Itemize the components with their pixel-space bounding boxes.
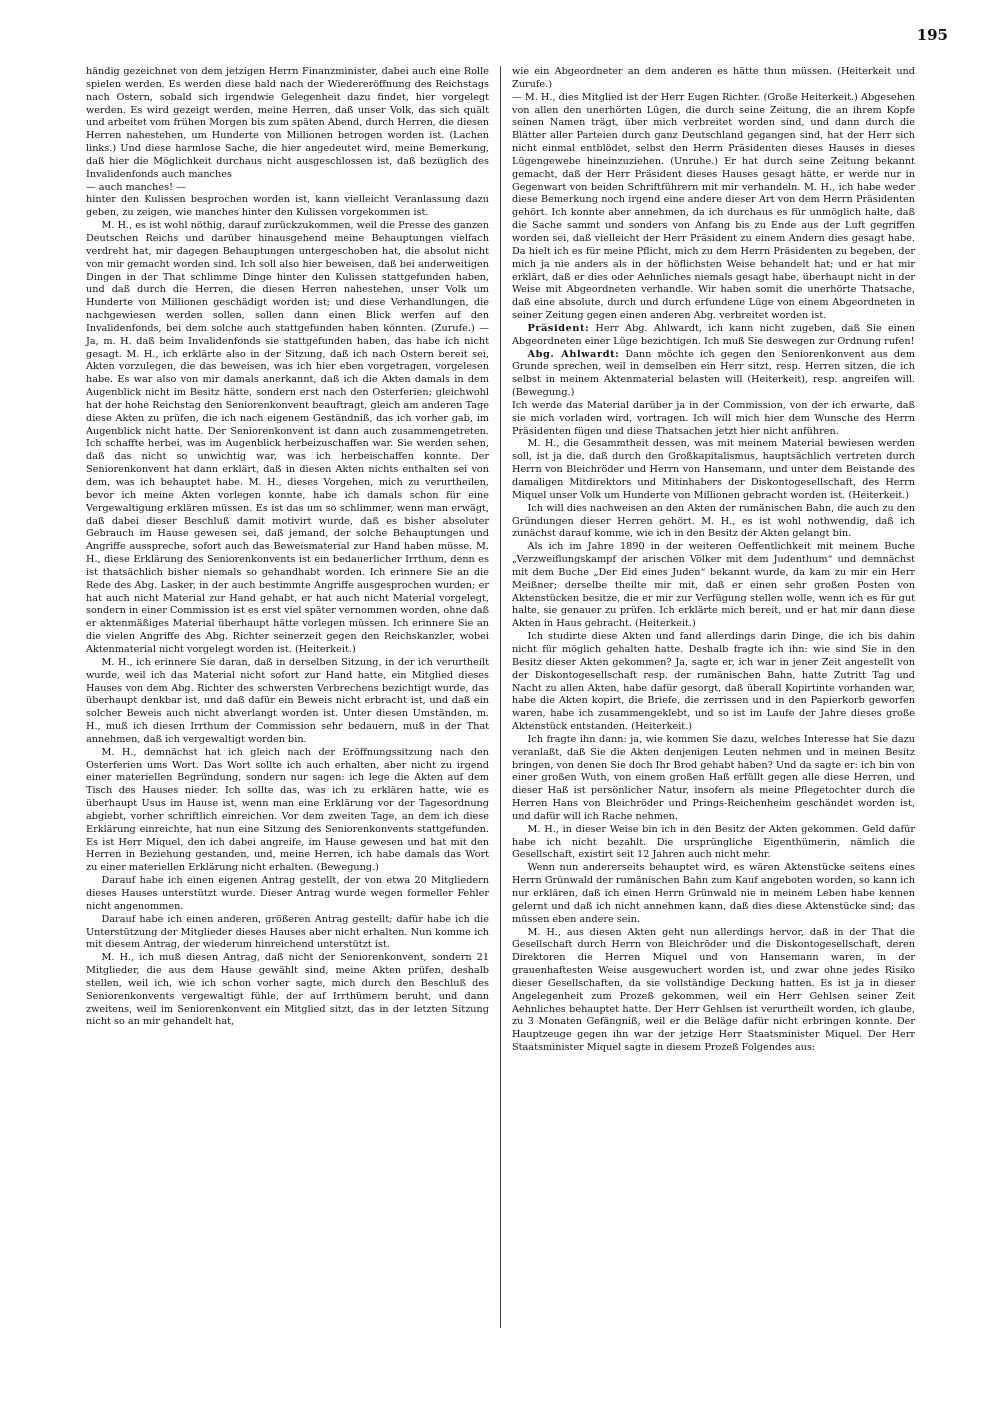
paragraph-text: Dann möchte ich gegen den Seniorenkonvent aus dem Grunde sprechen, weil in demselben ein Herr sitzt, resp. Herren sitzen, die ich selbst in meinem Aktenmaterial belasten will (Heiterkeit), resp. angreifen will. (Bewegung.) [512, 348, 915, 399]
paragraph-text: M. H., in dieser Weise bin ich in den Besitz der Akten gekommen. Geld dafür habe ich nicht bezahlt. Die ursprüngliche Eigenthümerin, nämlich die Gesellschaft, existirt seit 12 Jahren auch nicht mehr. [512, 823, 915, 861]
paragraph-text: Darauf habe ich einen eigenen Antrag gestellt, der von etwa 20 Mitgliedern dieses Hauses unterstützt wurde. Dieser Antrag wurde wegen formeller Fehler nicht angenommen. [86, 875, 489, 912]
speaker-name: Abg. Ahlwardt: [527, 348, 620, 360]
speaker-name: Präsident: [527, 322, 590, 334]
paragraph-text: händig gezeichnet von dem jetzigen Herrn Finanzminister, dabei auch eine Rolle spielen werden. Es werden diese bald nach der Wiedereröffnung des Reichstags nach Ostern, sobald sich irgendwie Gelegenheit dazu findet, hier vorgelegt werden. Es wird gezeigt werden, meine Herren, daß unser Volk, das sich quält und arbeitet vom frühen Morgen bis zum späten Abend, durch Herren, die diesen Herren nahestehen, um Hunderte von Millionen betrogen worden ist. (Lachen links.) Und diese harmlose Sache, die hier angedeutet wird, meine Bemerkung, daß hier die Möglichkeit durchaus nicht ausgeschlossen ist, daß bezüglich des Invalidenfonds auch manches [86, 66, 489, 180]
paragraph-text: Wenn nun andererseits behauptet wird, es wären Aktenstücke seitens eines Herrn Grünwald der rumänischen Bahn zum Kauf angeboten worden, so kann ich nur erklären, daß ich einen Herrn Grünwald nie in meinem Leben habe kennen gelernt und daß ich nicht annehmen kann, daß dies diese Aktenstücke sind; das müssen eben andere sein. [512, 862, 915, 925]
paragraph [86, 952, 489, 1029]
paragraph-text: M. H., aus diesen Akten geht nun allerdings hervor, daß in der That die Gesellschaft durch Herrn von Bleichröder und die Diskontogesellschaft, deren Direktoren die Herren Miquel und von Hansemann waren, in der grauenhaftesten Weise ausgewuchert worden ist, und zwar ohne jedes Risiko dieser Gesellschaften, da sie vollständige Deckung hatten. Es ist ja in dieser Angelegenheit zum Prozeß gekommen, weil ein Herr Gehlsen seiner Zeit Aehnliches behauptet hatte. Der Herr Gehlsen ist verurtheilt worden, ich glaube, zu 3 Monaten Gefängniß, weil er die Beläge dafür nicht erbringen konnte. Der Hauptzeuge gegen ihn war der jetzige Herr Staatsminister Miquel. Der Herr Staatsminister Miquel sagte in diesem Prozeß Folgendes aus: [512, 926, 915, 1054]
paragraph-text: M. H., es ist wohl nöthig, darauf zurückzukommen, weil die Presse des ganzen Deutschen Reichs und darüber hinausgehend meine Behauptungen vielfach verdreht hat, mir dagegen Behauptungen untergeschoben hat, die absolut nicht von mir gemacht worden sind. Ich soll also hier beweisen, daß bei anderweitigen Dingen in der That schlimme Dinge hinter den Kulissen stattgefunden haben, und daß durch die Herren, die diesen Herren nahestehen, unser Volk um Hunderte von Millionen geschädigt worden ist; und diese Verhandlungen, die nachgewiesen werden sollen, sollen dann einen Blick werfen auf den Invalidenfonds, bei dem solche auch stattgefunden haben könnten. (Zurufe.) — Ja, m. H. daß beim Invalidenfonds sie stattgefunden haben, das habe ich nicht gesagt. M. H., ich erklärte also in der Sitzung, daß ich nach Ostern bereit sei, Akten vorzulegen, die das beweisen, was ich hier eben vorgetragen, vorgelesen habe. Es war also von mir damals anerkannt, daß ich die Akten damals in dem Augenblick nicht im Besitz hätte, sondern erst nach den Osterferien; gleichwohl hat der hohe Reichstag den Seniorenkonvent beauftragt, gleich am anderen Tage diese Akten zu prüfen, die ich nach eigenem Geständniß, das ich vorher gab, im Augenblick nicht hatte. Der Seniorenkonvent ist dann auch zusammengetreten. Ich schaffte herbei, was im Augenblick herbeizuschaffen war. Sie werden sehen, daß das nicht so unwichtig war, was ich herbeischaffen konnte. Der Seniorenkonvent hat dann erklärt, daß in diesen Akten nichts enthalten sei von dem, was ich behauptet habe. M. H., dieses Vorgehen, mich zu verurtheilen, bevor ich meine Akten vorlegen konnte, habe ich damals schon für eine Vergewaltigung erklären müssen. Es ist das um so schlimmer, wenn man erwägt, daß dabei dieser Beschluß damit motivirt wurde, daß es bisher absoluter Gebrauch im Hause gewesen sei, daß jemand, der solche Behauptungen und Angriffe ausspreche, sofort auch das Beweismaterial zur Hand haben müsse. M. H., diese Erklärung des Seniorenkonvents ist ein bedauerlicher Irrthum, denn es ist thatsächlich bisher niemals so gehandhabt worden. Ich erinnere Sie an die Rede des Abg. Lasker, in der auch bestimmte Angriffe ausgesprochen wurden; er hat auch nicht Material zur Hand gehabt, er hat auch nicht Material vorgelegt, sondern in einer Commission ist es erst viel später vernommen worden, ohne daß er aktenmäßiges Material überhaupt hätte vorlegen müssen. Ich erinnere Sie an die vielen Angriffe des Abg. Richter seinerzeit gegen den Reichskanzler, wobei Aktenmaterial nicht vorgelegt worden ist. (Heiterkeit.) [86, 220, 489, 655]
paragraph-text: hinter den Kulissen besprochen worden ist, kann vielleicht Veranlassung dazu geben, zu zeigen, wie manches hinter den Kulissen vorgekommen ist. [86, 194, 489, 219]
paragraph-text: Ich studirte diese Akten und fand allerdings darin Dinge, die ich bis dahin nicht für möglich gehalten hatte. Deshalb fragte ich ihn: wie sind Sie in den Besitz dieser Akten gekommen? Ja, sagte er, ich war in jener Zeit angestellt von der Diskontogesellschaft resp. der rumänischen Bahn, hatte Zutritt Tag und Nacht zu allen Akten, habe dafür gesorgt, daß überall Kopirtinte vorhanden war, habe die Akten kopirt, die Briefe, die zerrissen und in den Papierkorb geworfen waren, habe ich zusammengeklebt, und so ist im Laufe der Jahre dieses große Aktenstück entstanden. (Heiterkeit.) [512, 631, 915, 733]
paragraph-text: Darauf habe ich einen anderen, größeren Antrag gestellt; dafür habe ich die Unterstützung der Mitglieder dieses Hauses aber nicht erhalten. Nun komme ich mit diesem Antrag, der wiederum hinreichend unterstützt ist. [86, 913, 489, 951]
column-divider [500, 66, 501, 1328]
paragraph [86, 194, 489, 220]
paragraph-text: — auch manches! — [86, 181, 186, 193]
paragraph [86, 657, 489, 747]
paragraph [512, 824, 915, 863]
paragraph-text: Herr Abg. Ahlwardt, ich kann nicht zugeben, daß Sie einen Abgeordneten einer Lüge bezichtigen. Ich muß Sie deswegen zur Ordnung rufen! [512, 322, 915, 347]
paragraph [86, 66, 489, 182]
paragraph [86, 875, 489, 914]
paragraph-text: wie ein Abgeordneter an dem anderen es hätte thun müssen. (Heiterkeit und Zurufe.) [512, 66, 915, 90]
paragraph [512, 734, 915, 824]
paragraph-text: M. H., demnächst hat ich gleich nach der Eröffnungssitzung nach den Osterferien ums Wort. Das Wort sollte ich auch erhalten, aber nicht zu irgend einer materiellen Begründung, sondern nur sagen: ich lege die Akten auf dem Tisch des Hauses nieder. Ich sollte das, was ich zu erklären hatte, wie es überhaupt Usus im Hause ist, wenn man eine Erklärung vor der Tagesordnung abgiebt, vorher schriftlich einreichen. Vor dem zweiten Tage, an dem ich diese Erklärung einreichte, hat nun eine Sitzung des Seniorenkonvents stattgefunden. Es ist Herr Miquel, den ich dabei angreife, im Hause gewesen und hat mit den Herren in Beziehung gestanden, und, meine Herren, ich habe damals das Wort zu einer materiellen Erklärung nicht erhalten. (Bewegung.) [86, 746, 489, 874]
page-number: 195 [916, 26, 948, 44]
paragraph [512, 400, 915, 439]
paragraph-text: Ich will dies nachweisen an den Akten der rumänischen Bahn, die auch zu den Gründungen dieser Herren gehört. M. H., es ist wohl nothwendig, daß ich zunächst darauf komme, wie ich in den Besitz der Akten gelangt bin. [512, 502, 915, 540]
paragraph-text: M. H., ich erinnere Sie daran, daß in derselben Sitzung, in der ich verurtheilt wurde, weil ich das Material nicht sofort zur Hand hatte, ein Mitglied dieses Hauses von dem Abg. Richter des schwersten Verbrechens bezichtigt wurde, das überhaupt denkbar ist, und daß dafür ein Beweis nicht erbracht ist, und daß ein solcher Beweis auch nicht abverlangt worden ist. Unter diesen Umständen, m. H., muß ich diesen Irrthum der Commission sehr bedauern, muß in der That annehmen, daß ich vergewaltigt worden bin. [86, 656, 489, 745]
paragraph [512, 927, 915, 1055]
paragraph [512, 323, 915, 349]
paragraph [86, 220, 489, 657]
paragraph [86, 182, 489, 195]
paragraph-text: Ich werde das Material darüber ja in der Commission, von der ich erwarte, daß sie mich vorladen wird, vortragen. Ich will mich hier dem Wunsche des Herrn Präsidenten fügen und diese Thatsachen jetzt hier nicht anführen. [512, 399, 915, 437]
paragraph [512, 862, 915, 926]
paragraph [512, 541, 915, 631]
paragraph-text: Als ich im Jahre 1890 in der weiteren Oeffentlichkeit mit meinem Buche „Verzweiflungskampf der arischen Völker mit dem Judenthum“ und demnächst mit dem Buche „Der Eid eines Juden“ bekannt wurde, da kam zu mir ein Herr Meißner; derselbe theilte mir mit, daß er einen sehr großen Posten von Aktenstücken besitze, die er mir zur Verfügung stellen wolle, wenn ich es für gut halte, sie genauer zu prüfen. Ich erklärte mich bereit, und er hat mir dann diese Akten in Haus gebracht. (Heiterkeit.) [512, 541, 915, 630]
paragraph-text: Ich fragte ihn dann: ja, wie kommen Sie dazu, welches Interesse hat Sie dazu veranlaßt, daß Sie die Akten denjenigen Leuten nehmen und in meinen Besitz bringen, von denen Sie doch Ihr Brod gehabt haben? Und da sagte er: ich bin von einer großen Wuth, von einem großen Haß erfüllt gegen alle diese Herren, und dieser Haß ist persönlicher Natur, insofern als meine Pflegetochter durch die Herren Hans von Bleichröder und Prings-Reichenheim geschändet worden ist, und dafür will ich Rache nehmen. [512, 733, 916, 822]
paragraph-text: M. H., ich muß diesen Antrag, daß nicht der Seniorenkonvent, sondern 21 Mitglieder, die aus dem Hause gewählt sind, meine Akten prüfen, deshalb stellen, weil ich, wie ich schon vorher sagte, mich durch den Beschluß des Seniorenkonvents vergewaltigt fühle, der auf Irrthümern beruht, und dann zweitens, weil im Seniorenkonvent ein Mitglied sitzt, das in der letzten Sitzung nicht so an mir gehandelt hat, [86, 952, 489, 1028]
paragraph [512, 66, 915, 92]
right-column [512, 66, 915, 1055]
paragraph [512, 349, 915, 400]
paragraph [512, 503, 915, 542]
paragraph-text: — M. H., dies Mitglied ist der Herr Eugen Richter. (Große Heiterkeit.) Abgesehen von allen den unerhörten Lügen, die durch seine Zeitung, die an ihrem Kopfe seinen Namen trägt, über mich verbreitet worden sind, und dann durch die Blätter aller Parteien durch ganz Deutschland gegangen sind, hat der Herr sich nicht einmal entblödet, selbst den Herrn Präsidenten dieses Hauses in dieses Lügengewebe hineinzuziehen. (Unruhe.) Er hat durch seine Zeitung bekannt gemacht, daß der Herr Präsident dieses Hauses gesagt hätte, er werde nur in Gegenwart von beiden Schriftführern mit mir verhandeln. M. H., ich habe weder diese Bemerkung noch irgend eine andere dieser Art von dem Herrn Präsidenten gehört. Ich konnte aber annehmen, da ich durchaus es für unmöglich halte, daß die Sache sammt und sonders von Anfang bis zu Ende aus der Luft gegriffen worden sei, daß vielleicht der Herr Präsident zu einem Andern dies gesagt habe. Da hielt ich es für meine Pflicht, mich zu dem Herrn Präsidenten zu begeben, der mich ja nie anders als in der höflichsten Weise behandelt hat; und er hat mir erklärt, daß er dies oder Aehnliches niemals gesagt habe, überhaupt nicht in der Weise mit Abgeordneten verhandle. Wir haben somit die unerhörte Thatsache, daß eine absolute, durch und durch erfundene Lüge von einem Abgeordneten in seiner Zeitung gegen einen anderen Abg. verbreitet worden ist. [512, 91, 915, 322]
paragraph [86, 914, 489, 953]
paragraph [86, 747, 489, 875]
paragraph [512, 92, 915, 323]
left-column [86, 66, 489, 1029]
paragraph-text: M. H., die Gesammtheit dessen, was mit meinem Material bewiesen werden soll, ist ja die, daß durch den Großkapitalismus, hauptsächlich vertreten durch Herrn von Bleichröder und Herrn von Hansemann, und unter dem Beistande des damaligen Mitdirektors und Mitinhabers der Diskontogesellschaft, des Herrn Miquel unser Volk um Hunderte von Millionen gebracht worden ist. (Heiterkeit.) [512, 438, 915, 501]
paragraph [512, 438, 915, 502]
paragraph [512, 631, 915, 734]
